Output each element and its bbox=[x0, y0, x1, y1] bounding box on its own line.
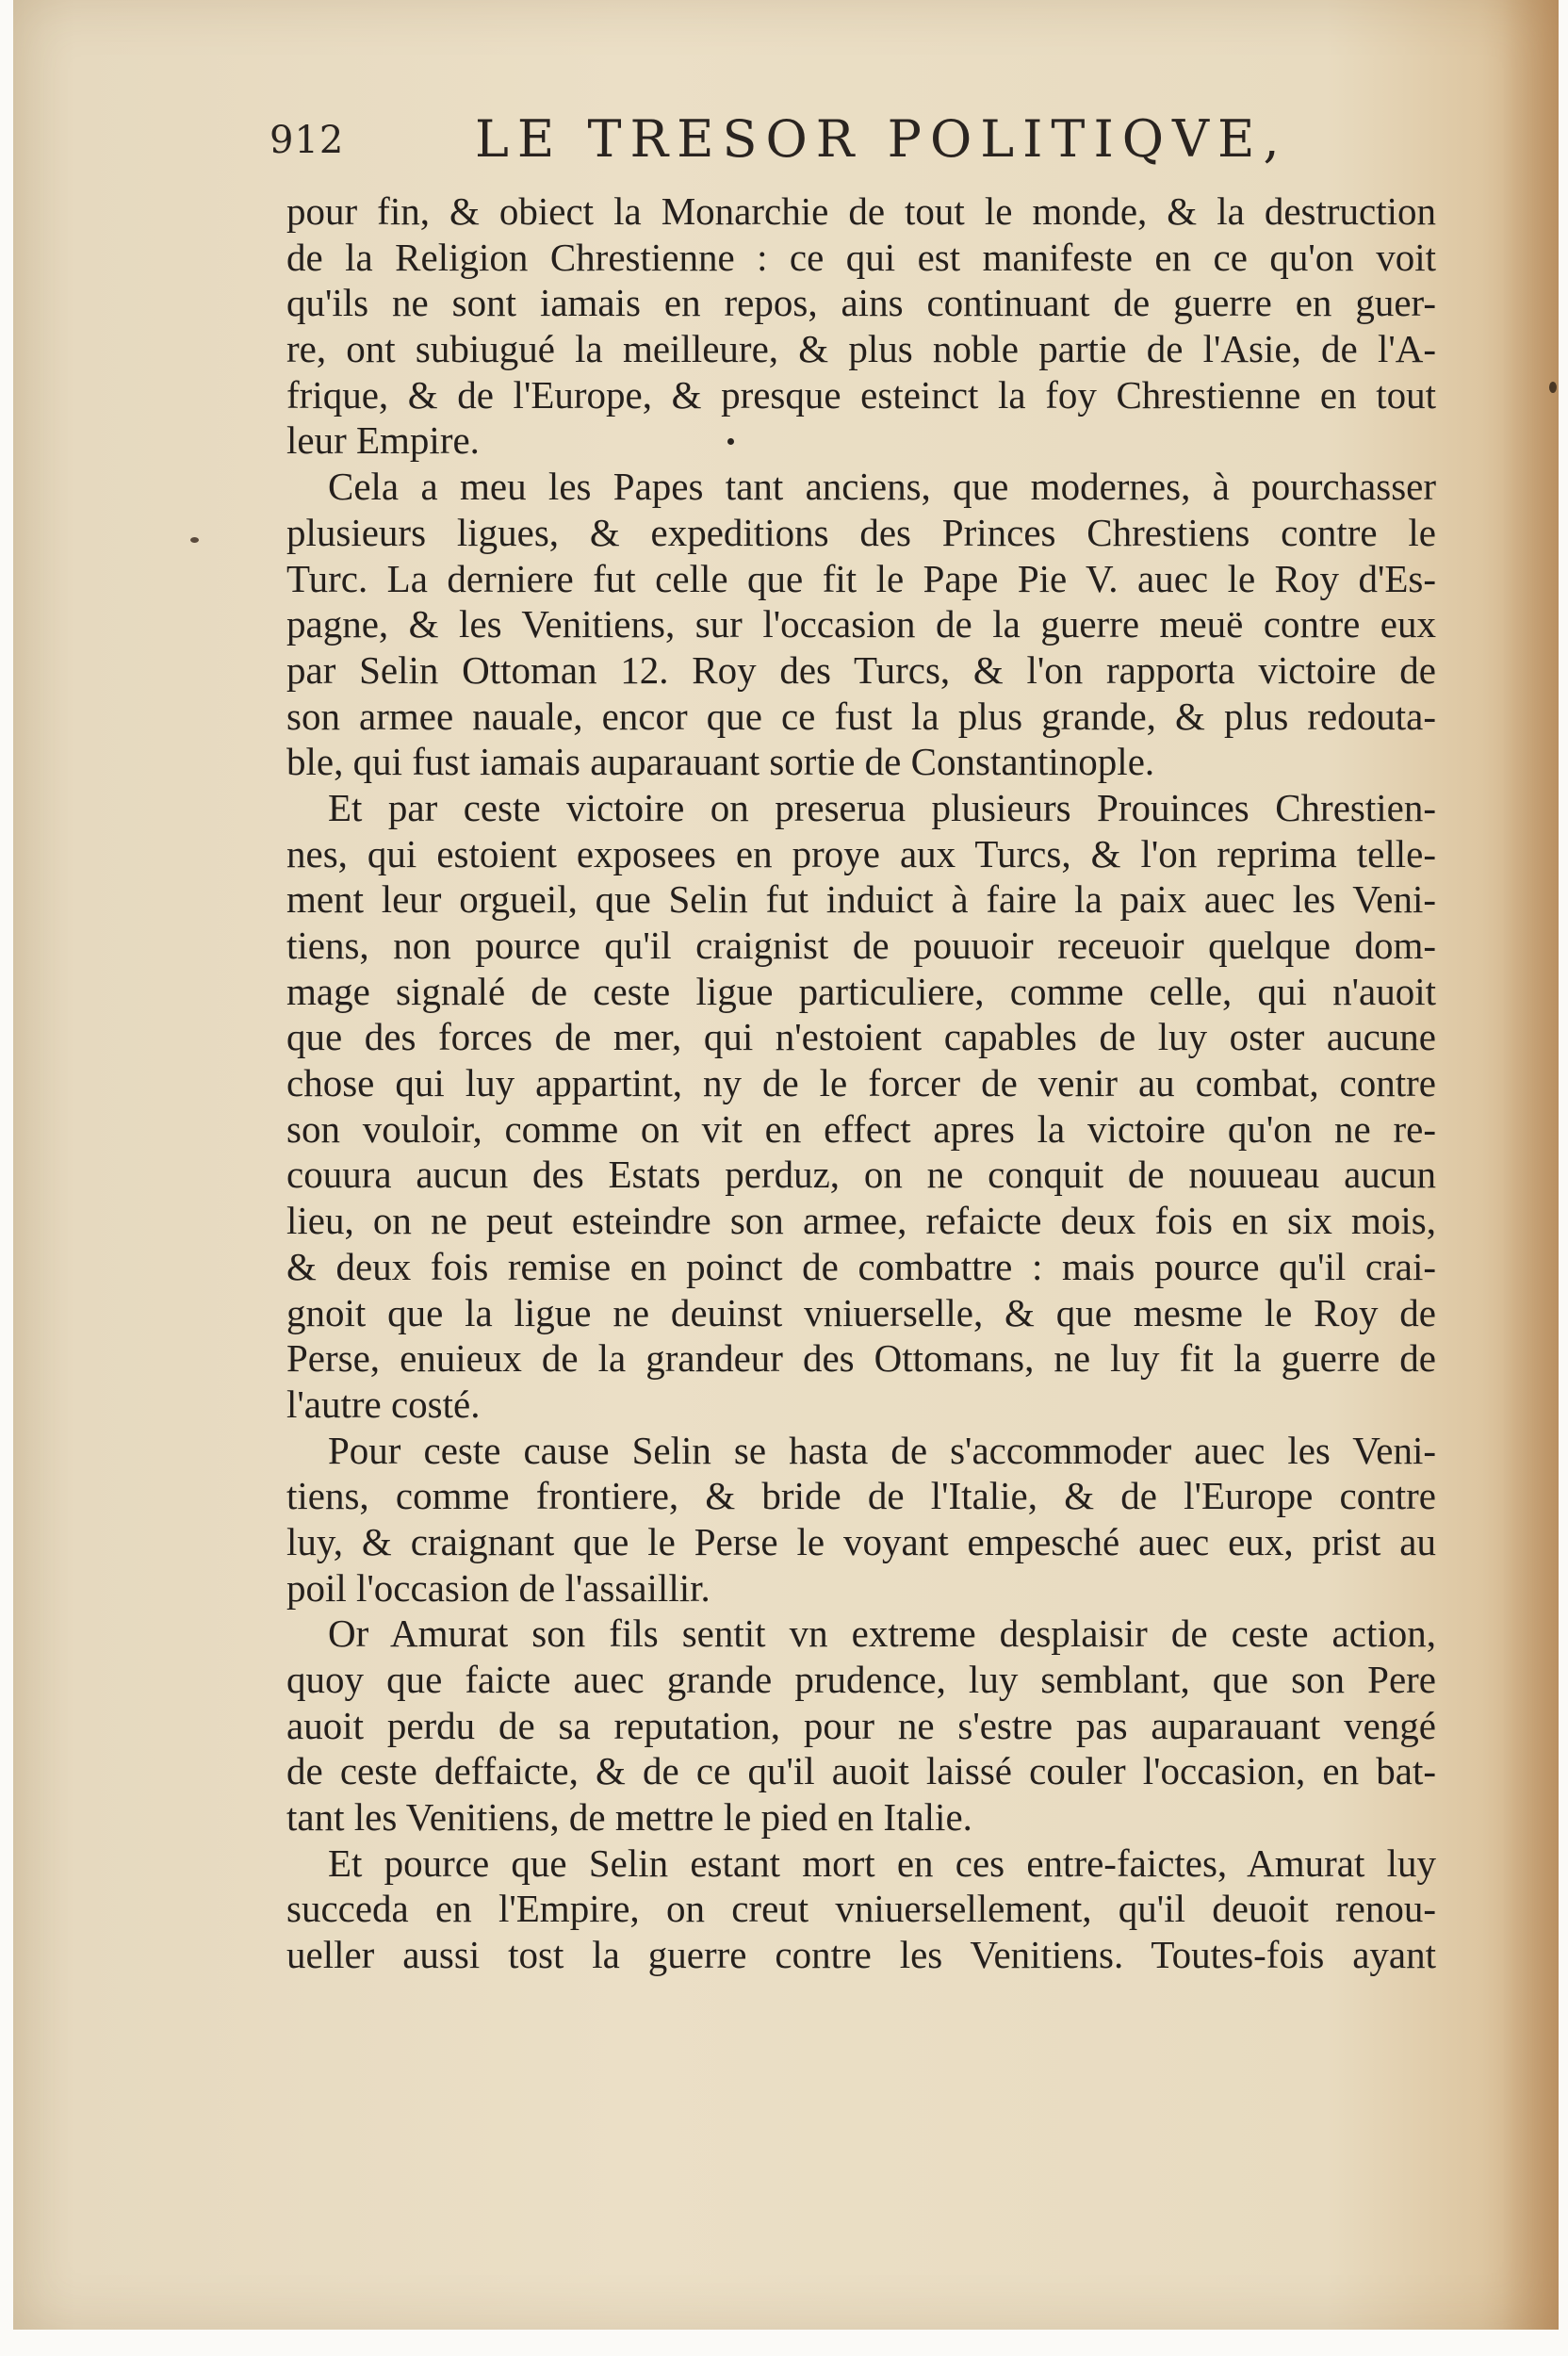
ink-spot bbox=[727, 438, 734, 445]
text-line: couura aucun des Estats perduz, on ne conquit de nouueau aucun bbox=[286, 1153, 1436, 1197]
text-line: & deux fois remise en poinct de combattre : mais pource qu'il crai- bbox=[286, 1244, 1436, 1288]
text-line: Et par ceste victoire on preserua plusieurs Prouinces Chrestien- bbox=[328, 785, 1436, 829]
text-line: ment leur orgueil, que Selin fut induict à faire la paix auec les Veni- bbox=[286, 877, 1436, 922]
text-line: re, ont subiugué la meilleure, & plus noble partie de l'Asie, de l'A- bbox=[286, 327, 1436, 371]
running-title: LE TRESOR POLITIQVE, bbox=[475, 109, 1288, 169]
text-line: lieu, on ne peut esteindre son armee, refaicte deux fois en six mois, bbox=[286, 1199, 1436, 1243]
text-line: ble, qui fust iamais auparauant sortie de Constantinople. bbox=[286, 740, 1155, 784]
book-page bbox=[13, 0, 1559, 2330]
text-line: chose qui luy appartint, ny de le forcer de venir au combat, contre bbox=[286, 1061, 1436, 1105]
text-line: de la Religion Chrestienne : ce qui est manifeste en ce qu'on voit bbox=[286, 235, 1436, 279]
ink-spot bbox=[1549, 382, 1557, 393]
page-header bbox=[270, 109, 1288, 185]
text-line: Or Amurat son fils sentit vn extreme desplaisir de ceste action, bbox=[328, 1612, 1436, 1656]
text-line: qu'ils ne sont iamais en repos, ains continuant de guerre en guer- bbox=[286, 281, 1436, 325]
text-line: tant les Venitiens, de mettre le pied en Italie. bbox=[286, 1795, 972, 1840]
text-line: par Selin Ottoman 12. Roy des Turcs, & l'on rapporta victoire de bbox=[286, 647, 1436, 692]
text-line: tiens, non pource qu'il craignist de pouuoir receuoir quelque dom- bbox=[286, 924, 1436, 967]
text-line: leur Empire. bbox=[286, 418, 480, 463]
text-line: son armee nauale, encor que ce fust la plus grande, & plus redouta- bbox=[286, 694, 1436, 738]
text-line: tiens, comme frontiere, & bride de l'Italie, & de l'Europe contre bbox=[286, 1474, 1436, 1518]
paragraph bbox=[286, 464, 1436, 785]
text-line: plusieurs ligues, & expeditions des Princes Chrestiens contre le bbox=[286, 510, 1436, 554]
text-line: Cela a meu les Papes tant anciens, que modernes, à pourchasser bbox=[328, 465, 1436, 509]
text-line: l'autre costé. bbox=[286, 1382, 481, 1426]
text-line: son vouloir, comme on vit en effect apres la victoire qu'on ne re- bbox=[286, 1106, 1436, 1151]
text-line: Et pource que Selin estant mort en ces entre-faictes, Amurat luy bbox=[328, 1841, 1436, 1885]
paragraph bbox=[286, 1428, 1436, 1612]
text-line: gnoit que la ligue ne deuinst vniuerselle, & que mesme le Roy de bbox=[286, 1290, 1436, 1334]
text-line: Perse, enuieux de la grandeur des Ottomans, ne luy fit la guerre de bbox=[286, 1336, 1436, 1381]
paragraph bbox=[286, 1841, 1436, 1978]
ink-spot bbox=[190, 537, 199, 543]
page-number: 912 bbox=[270, 119, 345, 162]
text-line: de ceste deffaicte, & de ce qu'il auoit laissé couler l'occasion, en bat- bbox=[286, 1749, 1436, 1793]
body-text bbox=[286, 188, 1436, 1978]
text-line: poil l'occasion de l'assaillir. bbox=[286, 1565, 710, 1610]
text-line: Turc. La derniere fut celle que fit le Pape Pie V. auec le Roy d'Es- bbox=[286, 556, 1436, 600]
text-line: auoit perdu de sa reputation, pour ne s'estre pas auparauant vengé bbox=[286, 1703, 1436, 1747]
text-line: pour fin, & obiect la Monarchie de tout le monde, & la destruction bbox=[286, 189, 1436, 233]
text-line: Pour ceste cause Selin se hasta de s'accommoder auec les Veni- bbox=[328, 1428, 1436, 1472]
text-line: frique, & de l'Europe, & presque esteinct la foy Chrestienne en tout bbox=[286, 372, 1436, 417]
text-line: quoy que faicte auec grande prudence, luy semblant, que son Pere bbox=[286, 1658, 1436, 1701]
paragraph bbox=[286, 188, 1436, 464]
text-line: que des forces de mer, qui n'estoient capables de luy oster aucune bbox=[286, 1015, 1436, 1059]
text-line: succeda en l'Empire, on creut vniuersellement, qu'il deuoit renou- bbox=[286, 1887, 1436, 1931]
paragraph bbox=[286, 785, 1436, 1428]
text-line: luy, & craignant que le Perse le voyant empesché auec eux, prist au bbox=[286, 1519, 1436, 1563]
text-line: nes, qui estoient exposees en proye aux Turcs, & l'on reprima telle- bbox=[286, 831, 1436, 875]
paragraph bbox=[286, 1611, 1436, 1840]
text-line: pagne, & les Venitiens, sur l'occasion de la guerre meuë contre eux bbox=[286, 602, 1436, 646]
text-line: ueller aussi tost la guerre contre les Venitiens. Toutes-fois ayant bbox=[286, 1933, 1436, 1977]
text-line: mage signalé de ceste ligue particuliere, comme celle, qui n'auoit bbox=[286, 969, 1436, 1013]
